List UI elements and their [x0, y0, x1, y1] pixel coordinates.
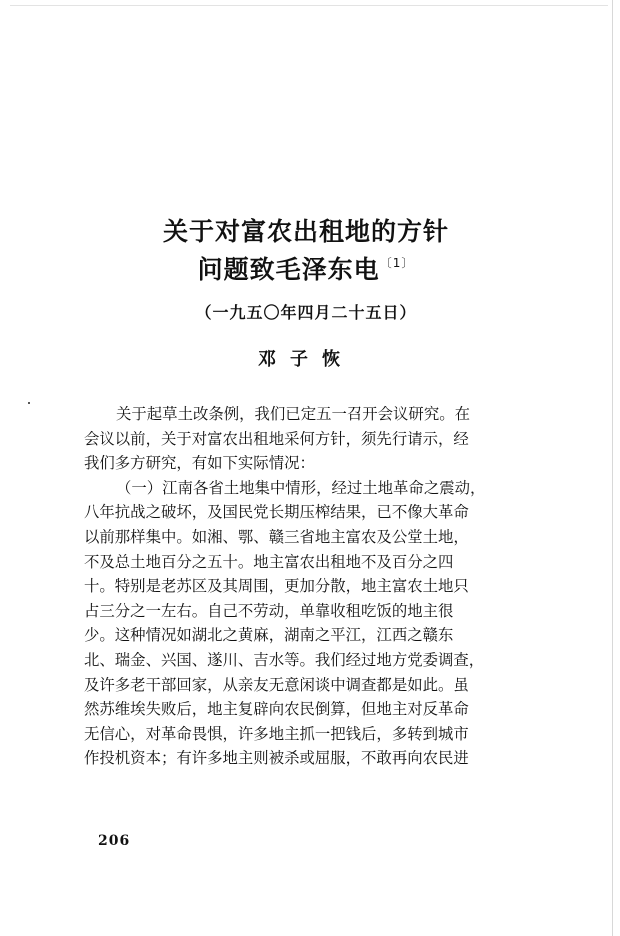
text-line: 少。这种情况如湖北之黄麻，湖南之平江，江西之赣东	[84, 626, 454, 645]
text-line: 北、瑞金、兴国、遂川、吉水等。我们经过地方党委调查，	[84, 650, 485, 669]
scan-speck	[28, 402, 30, 404]
page-title-line-2: 问题致毛泽东电$^{〔1〕}$	[197, 255, 415, 284]
text-line: 关于起草土改条例，我们已定五一召开会议研究。在	[116, 405, 470, 423]
text-line: 会议以前，关于对富农出租地采何方针，须先行请示，经	[84, 429, 469, 448]
text-line: 及许多老干部回家，从亲友无意闲谈中调查都是如此。虽	[84, 675, 469, 694]
text-line: 不及总土地百分之五十。地主富农出租地不及百分之四	[84, 552, 454, 571]
text-line: （一）江南各省土地集中情形，经过土地革命之震动，	[116, 478, 486, 497]
page-number: 206	[98, 833, 131, 849]
text-line: 无信心，对革命畏惧，许多地主抓一把钱后，多转到城市	[84, 724, 469, 743]
text-line: 占三分之一左右。自己不劳动，单靠收租吃饭的地主很	[84, 601, 454, 620]
text-line: 我们多方研究，有如下实际情况：	[84, 454, 315, 473]
text-line: 然苏维埃失败后，地主复辟向农民倒算，但地主对反革命	[84, 700, 469, 719]
footnote-marker[interactable]: 〔1〕	[379, 255, 415, 270]
document-date: （一九五〇年四月二十五日）	[195, 303, 417, 322]
text-line: 作投机资本；有许多地主则被杀或屈服，不敢再向农民进	[84, 749, 469, 768]
text-line: 八年抗战之破坏，及国民党长期压榨结果，已不像大革命	[84, 503, 469, 522]
page-title-line-1: 关于对富农出租地的方针	[162, 217, 449, 246]
top-border	[10, 5, 608, 6]
text-line: 十。特别是老苏区及其周围，更加分散，地主富农土地只	[84, 577, 469, 596]
text-line: 以前那样集中。如湘、鄂、赣三省地主富农及公堂土地，	[84, 527, 469, 546]
author-name: 邓子恢	[258, 349, 354, 370]
body-text	[84, 402, 524, 771]
